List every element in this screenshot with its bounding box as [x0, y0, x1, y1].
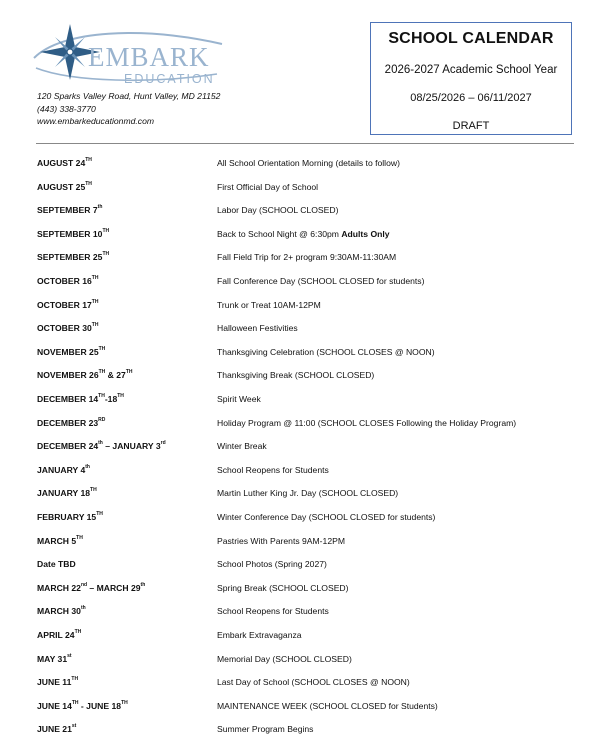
- event-text: Holiday Program @ 11:00 (SCHOOL CLOSES Following the Holiday Program): [217, 417, 517, 428]
- calendar-event-row: [0, 370, 612, 390]
- date-suffix: TH: [125, 369, 133, 376]
- date-suffix: TH: [96, 511, 103, 517]
- event-date: [37, 418, 105, 428]
- event-description: [217, 536, 345, 546]
- calendar-event-row: [0, 394, 612, 414]
- event-date: [37, 229, 109, 239]
- date-suffix: TH: [90, 487, 97, 494]
- event-description: [217, 583, 349, 593]
- date-suffix: nd: [80, 581, 88, 588]
- date-suffix: TH: [117, 393, 124, 399]
- date-suffix: TH: [91, 322, 99, 329]
- event-description: [217, 630, 302, 640]
- date-suffix: th: [98, 440, 103, 447]
- calendar-event-row: [0, 205, 612, 225]
- event-text: Trunk or Treat 10AM-12PM: [217, 299, 321, 310]
- academic-year: 2026-2027 Academic School Year: [384, 64, 558, 76]
- date-text: JANUARY 18: [37, 488, 91, 499]
- date-text: NOVEMBER 26: [37, 370, 99, 381]
- calendar-event-row: [0, 347, 612, 367]
- date-text: MARCH 5: [37, 535, 77, 546]
- event-description: [217, 441, 267, 451]
- date-text: SEPTEMBER 25: [37, 252, 103, 263]
- date-text: – JANUARY 3: [102, 441, 161, 452]
- event-description: [217, 300, 321, 310]
- calendar-event-row: [0, 276, 612, 296]
- date-text: -18: [104, 394, 118, 404]
- event-text: Labor Day (SCHOOL CLOSED): [217, 205, 339, 216]
- event-date: [37, 276, 98, 286]
- calendar-event-row: [0, 252, 612, 272]
- event-text: MAINTENANCE WEEK (SCHOOL CLOSED for Students): [217, 700, 438, 711]
- date-text: - JUNE 18: [78, 700, 122, 711]
- calendar-event-row: [0, 300, 612, 320]
- event-date: [37, 347, 105, 357]
- date-suffix: TH: [71, 676, 79, 683]
- calendar-event-row: [0, 488, 612, 508]
- event-text: Embark Extravaganza: [217, 630, 302, 640]
- event-date: [37, 559, 76, 569]
- calendar-title: SCHOOL CALENDAR: [388, 30, 554, 47]
- phone: (443) 338-3770: [37, 103, 96, 114]
- header-divider: [36, 143, 574, 144]
- date-suffix: TH: [91, 298, 99, 305]
- calendar-event-row: [0, 701, 612, 721]
- date-text: DECEMBER 14: [37, 394, 99, 404]
- date-text: SEPTEMBER 7: [37, 205, 98, 216]
- calendar-event-row: [0, 441, 612, 461]
- event-date: [37, 370, 133, 380]
- event-text: Fall Field Trip for 2+ program 9:30AM-11:30AM: [217, 252, 397, 263]
- event-date: [37, 536, 83, 546]
- event-description: [217, 418, 516, 428]
- event-text: All School Orientation Morning (details to follow): [217, 158, 400, 168]
- date-suffix: th: [140, 581, 146, 588]
- event-description: [217, 701, 438, 711]
- calendar-event-row: [0, 182, 612, 202]
- event-text: Spirit Week: [217, 394, 261, 404]
- svg-text:EMBARK: EMBARK: [88, 42, 210, 72]
- date-suffix: TH: [91, 275, 99, 281]
- calendar-event-row: [0, 724, 612, 744]
- event-date: [37, 512, 103, 522]
- event-description: [217, 252, 396, 262]
- date-text: JUNE 14: [37, 700, 72, 711]
- event-description: [217, 465, 329, 475]
- event-text: Spring Break (SCHOOL CLOSED): [217, 582, 349, 593]
- event-text: Back to School Night @ 6:30pm: [217, 228, 342, 239]
- event-date: [37, 465, 90, 475]
- date-text: Date TBD: [37, 559, 76, 570]
- date-suffix: st: [67, 652, 72, 659]
- event-text: Memorial Day (SCHOOL CLOSED): [217, 653, 352, 664]
- event-description: [217, 158, 400, 168]
- event-date: [37, 394, 124, 404]
- date-text: AUGUST 25: [37, 181, 86, 192]
- date-suffix: TH: [85, 157, 92, 163]
- date-text: JUNE 11: [37, 677, 72, 688]
- embark-logo: [32, 22, 232, 88]
- event-description: [217, 182, 318, 192]
- event-text: School Reopens for Students: [217, 464, 329, 475]
- event-description: [217, 512, 435, 522]
- event-description: [217, 724, 313, 734]
- date-text: MARCH 22: [37, 582, 81, 593]
- date-text: MARCH 30: [37, 606, 81, 617]
- calendar-event-row: [0, 654, 612, 674]
- date-text: APRIL 24: [37, 630, 75, 640]
- event-date: [37, 182, 92, 192]
- calendar-event-row: [0, 536, 612, 556]
- event-date: [37, 323, 98, 333]
- date-suffix: TH: [102, 227, 110, 234]
- event-date: [37, 654, 72, 664]
- event-date: [37, 300, 98, 310]
- school-contact-info: [37, 90, 220, 128]
- event-description: [217, 654, 352, 664]
- date-suffix: TH: [98, 345, 106, 352]
- calendar-event-row: [0, 465, 612, 485]
- date-suffix: rd: [160, 440, 166, 447]
- event-date: [37, 677, 78, 687]
- date-suffix: TH: [102, 251, 110, 258]
- date-suffix: th: [80, 605, 86, 612]
- event-description: [217, 677, 410, 687]
- event-text: Pastries With Parents 9AM-12PM: [217, 535, 345, 546]
- event-description: [217, 394, 261, 404]
- date-suffix: TH: [98, 393, 105, 399]
- date-text: NOVEMBER 25: [37, 346, 99, 357]
- date-suffix: th: [85, 463, 90, 470]
- event-date: [37, 205, 102, 215]
- event-description: [217, 229, 390, 239]
- calendar-event-row: [0, 559, 612, 579]
- date-text: JANUARY 4: [37, 464, 86, 475]
- svg-text:EDUCATION: EDUCATION: [124, 72, 215, 86]
- date-text: JUNE 21: [37, 724, 72, 735]
- date-text: AUGUST 24: [37, 158, 86, 168]
- event-description: [217, 370, 374, 380]
- website-link[interactable]: www.embarkeducationmd.com: [37, 116, 155, 126]
- event-text: Halloween Festivities: [217, 323, 298, 334]
- event-text: Winter Conference Day (SCHOOL CLOSED for students): [217, 512, 436, 522]
- calendar-event-row: [0, 512, 612, 532]
- calendar-event-row: [0, 630, 612, 650]
- draft-status: DRAFT: [452, 120, 490, 132]
- date-text: DECEMBER 24: [37, 441, 99, 452]
- date-suffix: st: [71, 723, 77, 730]
- event-description: [217, 606, 329, 616]
- event-date: [37, 724, 76, 734]
- date-text: & 27: [105, 370, 126, 381]
- event-text: Martin Luther King Jr. Day (SCHOOL CLOSED): [217, 488, 399, 499]
- event-description: [217, 276, 424, 286]
- event-text: Last Day of School (SCHOOL CLOSES @ NOON): [217, 677, 410, 688]
- calendar-event-row: [0, 323, 612, 343]
- event-date: [37, 158, 92, 168]
- date-text: – MARCH 29: [87, 582, 141, 593]
- event-date: [37, 606, 86, 616]
- event-text: School Reopens for Students: [217, 606, 329, 617]
- date-suffix: TH: [76, 534, 83, 541]
- calendar-event-row: [0, 583, 612, 603]
- date-text: FEBRUARY 15: [37, 512, 97, 522]
- date-suffix: RD: [98, 416, 106, 423]
- compass-rose-icon: [32, 22, 232, 88]
- date-suffix: TH: [74, 629, 82, 635]
- event-date: [37, 488, 97, 498]
- date-text: SEPTEMBER 10: [37, 228, 103, 239]
- event-description: [217, 559, 327, 569]
- calendar-title-box: [370, 22, 572, 135]
- date-suffix: TH: [71, 699, 79, 706]
- event-date: [37, 441, 166, 451]
- date-suffix: TH: [98, 369, 106, 376]
- event-description: [217, 205, 338, 215]
- date-suffix: TH: [121, 699, 128, 706]
- event-date: [37, 252, 109, 262]
- date-suffix: TH: [85, 180, 92, 187]
- event-text: First Official Day of School: [217, 181, 319, 192]
- date-text: OCTOBER 17: [37, 299, 92, 310]
- event-text: Fall Conference Day (SCHOOL CLOSED for students): [217, 276, 425, 286]
- calendar-event-row: [0, 418, 612, 438]
- address: 120 Sparks Valley Road, Hunt Valley, MD 21152: [37, 91, 221, 101]
- event-date: [37, 583, 145, 593]
- event-text: Summer Program Begins: [217, 724, 314, 735]
- calendar-event-row: [0, 606, 612, 626]
- date-text: MAY 31: [37, 653, 68, 664]
- date-suffix: th: [97, 204, 103, 211]
- date-text: OCTOBER 16: [37, 276, 92, 286]
- event-text: School Photos (Spring 2027): [217, 559, 327, 570]
- event-description: [217, 488, 398, 498]
- event-text: Thanksgiving Break (SCHOOL CLOSED): [217, 370, 375, 381]
- event-text: Winter Break: [217, 441, 267, 452]
- event-date: [37, 701, 128, 711]
- date-range: 08/25/2026 – 06/11/2027: [410, 92, 532, 104]
- event-emphasis: Adults Only: [341, 228, 390, 239]
- event-text: Thanksgiving Celebration (SCHOOL CLOSES @ NOON): [217, 346, 435, 357]
- event-description: [217, 323, 298, 333]
- event-description: [217, 347, 435, 357]
- event-date: [37, 630, 81, 640]
- calendar-event-row: [0, 229, 612, 249]
- calendar-event-row: [0, 677, 612, 697]
- date-text: DECEMBER 23: [37, 417, 99, 428]
- date-text: OCTOBER 30: [37, 323, 92, 334]
- calendar-event-row: [0, 158, 612, 178]
